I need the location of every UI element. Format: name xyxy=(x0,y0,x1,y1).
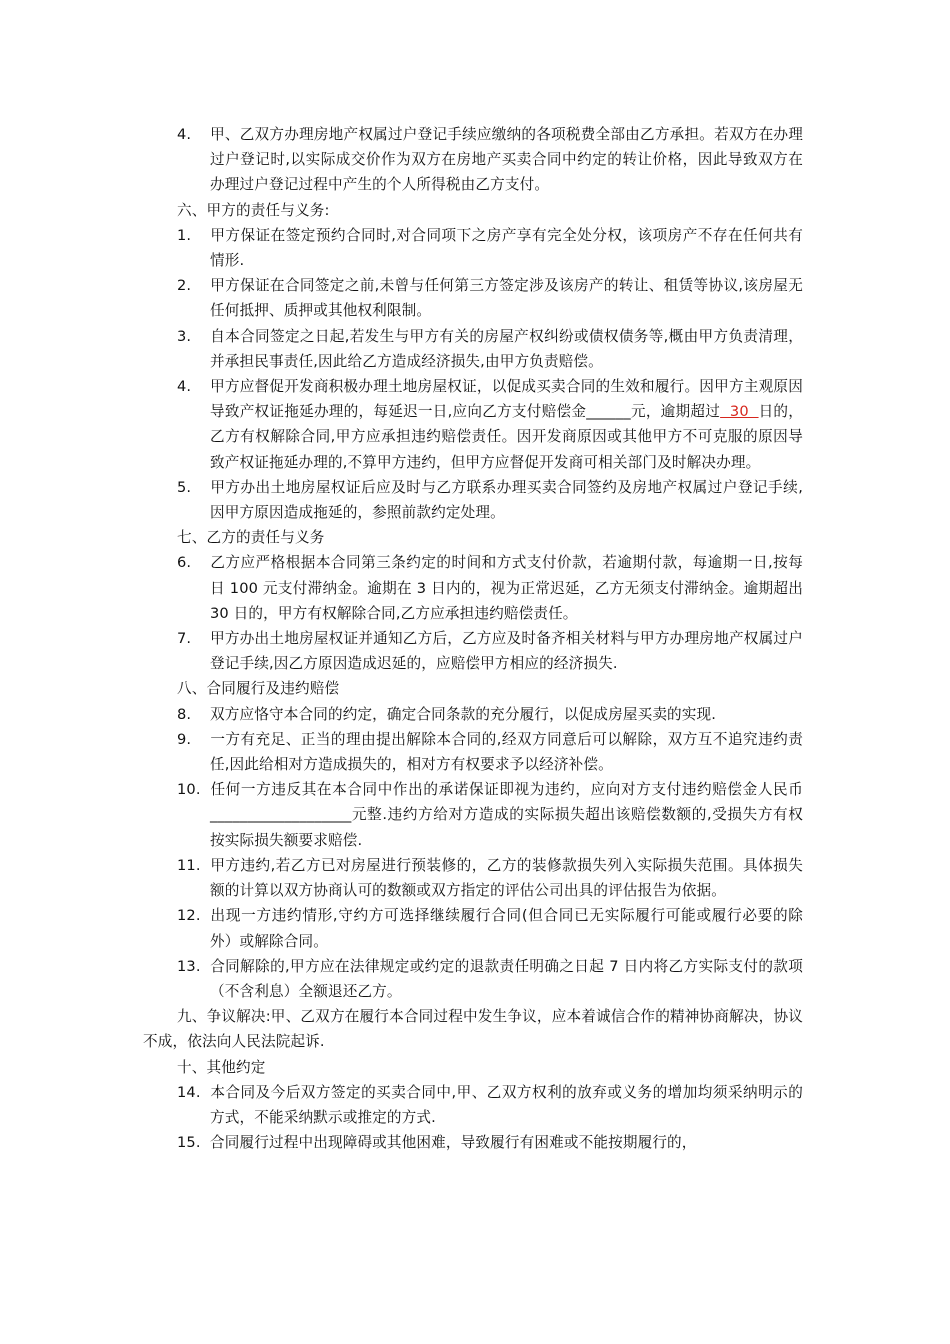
clause-number: 14. xyxy=(177,1083,201,1101)
clause-item xyxy=(177,273,803,323)
clause-text: 日的，乙方有权解除合同,甲方应承担违约赔偿责任。因开发商原因或其他甲方不可克服的原因导致产权证拖延办理的,不算甲方违约，但甲方应督促开发商可相关部门及时解决办理。 xyxy=(210,403,804,471)
clause-text: 甲方违约,若乙方已对房屋进行预装修的，乙方的装修款损失列入实际损失范围。具体损失额的计算以双方协商认可的数额或双方指定的评估公司出具的评估报告为依据。 xyxy=(210,856,803,900)
clause-text: 甲方保证在合同签定之前,未曾与任何第三方签定涉及该房产的转让、租赁等协议,该房屋无任何抵押、质押或其他权利限制。 xyxy=(210,277,803,320)
clause-number: 8. xyxy=(177,705,192,723)
clause-number: 3. xyxy=(177,327,192,345)
clause-number: 7. xyxy=(177,630,192,648)
clause-text: 一方有充足、正当的理由提出解除本合同的,经双方同意后可以解除，双方互不追究违约责任,因此给相对方造成损失的，相对方有权要求予以经济补偿。 xyxy=(210,730,803,774)
compensation-blank: ______ xyxy=(586,403,631,421)
clause-item xyxy=(177,954,803,1004)
clause-item xyxy=(177,475,803,525)
clause-number: 4. xyxy=(177,126,192,143)
clause-item xyxy=(177,1130,803,1155)
dispute-resolution-paragraph: 九、争议解决:甲、乙双方在履行本合同过程中发生争议，应本着诚信合作的精神协商解决，协议不成，依法向人民法院起诉. xyxy=(143,1008,803,1051)
clause-number: 10. xyxy=(177,781,201,799)
clause-item xyxy=(177,903,803,953)
clause-number: 9. xyxy=(177,730,192,748)
clause-text: 自本合同签定之日起,若发生与甲方有关的房屋产权纠纷或债权债务等,概由甲方负责清理，并承担民事责任,因此给乙方造成经济损失,由甲方负责赔偿。 xyxy=(210,327,803,370)
section-heading: 七、乙方的责任与义务 xyxy=(177,529,325,547)
clause-item xyxy=(177,702,803,727)
contract-body xyxy=(143,122,803,1155)
clause-text: 甲方办出土地房屋权证后应及时与乙方联系办理买卖合同签约及房地产权属过户登记手续,因甲方原因造成拖延的，参照前款约定处理。 xyxy=(210,478,803,522)
clause-text: 任何一方违反其在本合同中作出的承诺保证即视为违约，应向对方支付违约赔偿金人民币 xyxy=(210,781,803,799)
clause-text: 合同履行过程中出现障碍或其他困难，导致履行有困难或不能按期履行的， xyxy=(210,1134,697,1152)
clause-item xyxy=(177,324,803,374)
clause-text: 本合同及今后双方签定的买卖合同中,甲、乙双方权利的放弃或义务的增加均须采纳明示的方式，不能采纳默示或推定的方式. xyxy=(210,1083,803,1126)
days-fill-value: 30 xyxy=(720,403,759,421)
clause-item xyxy=(177,853,803,903)
clause-text: 甲方应督促开发商积极办理土地房屋权证，以促成买卖合同的生效和履行。因甲方主观原因导致产权证拖延办理的，每延迟一日,应向乙方支付赔偿金 xyxy=(210,378,803,421)
clause-text: 合同解除的,甲方应在法律规定或约定的退款责任明确之日起 7 日内将乙方实际支付的款项（不含利息）全额退还乙方。 xyxy=(210,957,803,1000)
clause-item xyxy=(177,626,803,676)
clause-item xyxy=(177,550,803,626)
clause-number: 12. xyxy=(177,907,201,925)
section-heading: 八、合同履行及违约赔偿 xyxy=(177,680,340,698)
clause-item xyxy=(177,374,804,475)
clause-item xyxy=(177,1080,803,1130)
clause-text: 元整.违约方给对方造成的实际损失超出该赔偿数额的,受损失方有权按实际损失额要求赔偿. xyxy=(210,806,803,849)
clause-number: 5. xyxy=(177,478,192,496)
clause-item xyxy=(177,777,803,853)
clause-number: 11. xyxy=(177,856,201,874)
clause-item xyxy=(177,223,803,273)
clause-item xyxy=(177,122,803,198)
clause-text: 乙方应严格根据本合同第三条约定的时间和方式支付价款，若逾期付款，每逾期一日,按每日 100 元支付滞纳金。逾期在 3 日内的，视为正常迟延，乙方无须支付滞纳金。逾期超出 30 日的，甲方有权解除合同,乙方应承担违约赔偿责任。 xyxy=(210,554,803,622)
clause-text: 甲方办出土地房屋权证并通知乙方后，乙方应及时备齐相关材料与甲方办理房地产权属过户登记手续,因乙方原因造成迟延的，应赔偿甲方相应的经济损失. xyxy=(210,630,803,673)
section-heading: 十、其他约定 xyxy=(177,1058,266,1076)
clause-number: 1. xyxy=(177,226,192,244)
clause-number: 15. xyxy=(177,1134,201,1152)
clause-number: 2. xyxy=(177,277,192,295)
clause-text: 元，逾期超过 xyxy=(630,403,721,421)
clause-text: 出现一方违约情形,守约方可选择继续履行合同(但合同已无实际履行可能或履行必要的除外）或解除合同。 xyxy=(210,907,803,950)
clause-text: 甲、乙双方办理房地产权属过户登记手续应缴纳的各项税费全部由乙方承担。若双方在办理过户登记时,以实际成交价作为双方在房地产买卖合同中约定的转让价格，因此导致双方在办理过户登记过程中产生的个人所得税由乙方支付。 xyxy=(210,126,803,194)
clause-number: 6. xyxy=(177,554,192,572)
section-heading: 六、甲方的责任与义务: xyxy=(177,201,330,219)
clause-number: 4. xyxy=(177,378,192,396)
amount-blank: ___________________ xyxy=(210,806,352,824)
clause-text: 甲方保证在签定预约合同时,对合同项下之房产享有完全处分权，该项房产不存在任何共有情形. xyxy=(210,226,803,270)
clause-number: 13. xyxy=(177,957,201,975)
clause-text: 双方应恪守本合同的约定，确定合同条款的充分履行，以促成房屋买卖的实现. xyxy=(210,705,717,723)
clause-item xyxy=(177,727,803,777)
